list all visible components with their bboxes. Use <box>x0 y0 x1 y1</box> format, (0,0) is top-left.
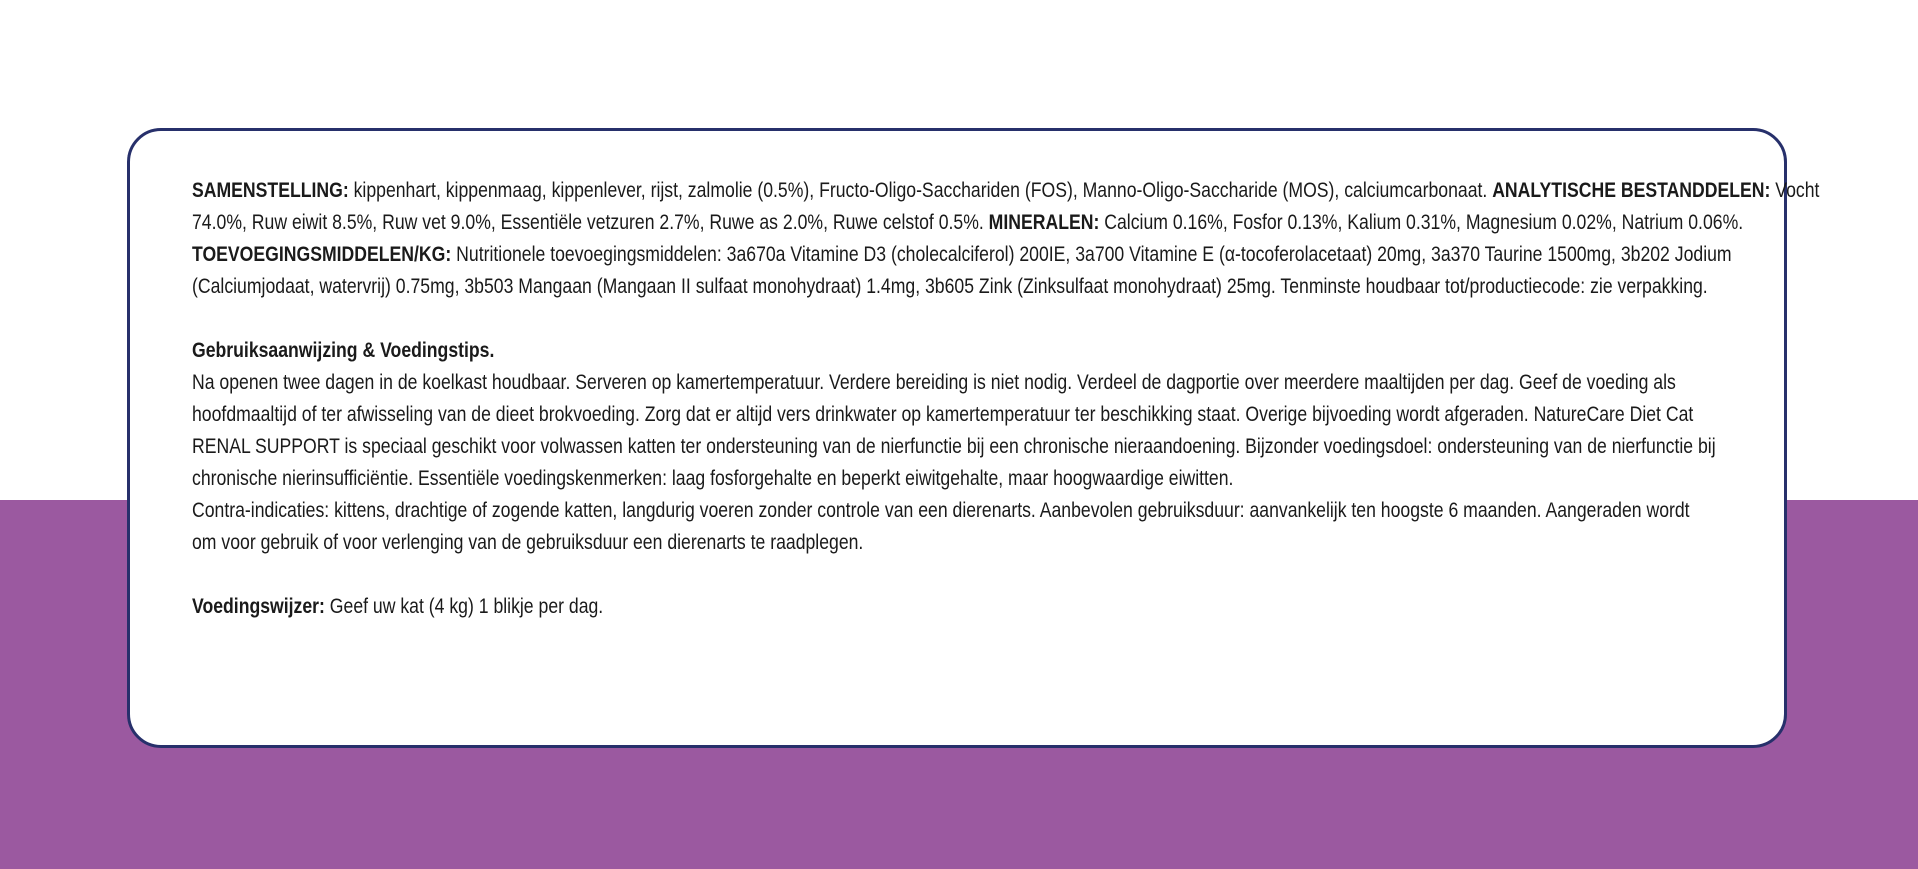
usage-heading: Gebruiksaanwijzing & Voedingstips. <box>192 338 495 362</box>
usage-paragraph <box>192 334 1717 558</box>
additives-label: TOEVOEGINGSMIDDELEN/KG: <box>192 242 452 266</box>
feeding-label: Voedingswijzer: <box>192 594 325 618</box>
feeding-text: Geef uw kat (4 kg) 1 blikje per dag. <box>324 594 604 618</box>
additives-text: Nutritionele toevoegingsmiddelen: 3a670a Vitamine D3 (cholecalciferol) 200IE, 3a700 Vitamine E (α-tocoferolacetaat) 20mg, 3a370 Taurine 1500mg, 3b202 Jodium (Calciumjodaat, watervrij) 0.75mg, 3b503 Mangaan (Mangaan II sulfaat monohydraat) 1.4mg, 3b605 Zink (Zinksulfaat monohydraat) 25mg. Tenminste houdbaar tot/productiecode: zie verpakking. <box>192 242 1732 298</box>
feeding-paragraph <box>192 590 1717 622</box>
minerals-label: MINERALEN: <box>988 210 1100 234</box>
contra-indications-text: Contra-indicaties: kittens, drachtige of zogende katten, langdurig voeren zonder controle van een dierenarts. Aanbevolen gebruiksduur: aanvankelijk ten hoogste 6 maanden. Aangeraden wordt om voor gebruik of voor verlenging van de gebruiksduur een dierenarts te raadplegen. <box>192 498 1690 554</box>
composition-label: SAMENSTELLING: <box>192 178 349 202</box>
label-card <box>127 128 1820 748</box>
composition-text: kippenhart, kippenmaag, kippenlever, rijst, zalmolie (0.5%), Fructo-Oligo-Sacchariden (FOS), Manno-Oligo-Saccharide (MOS), calciumcarbonaat. <box>348 178 1493 202</box>
usage-text: Na openen twee dagen in de koelkast houdbaar. Serveren op kamertemperatuur. Verdere bereiding is niet nodig. Verdeel de dagportie over meerdere maaltijden per dag. Geef de voeding als hoofdmaaltijd of ter afwisseling van de dieet brokvoeding. Zorg dat er altijd vers drinkwater op kamertemperatuur ter beschikking staat. Overige bijvoeding wordt afgeraden. NatureCare Diet Cat RENAL SUPPORT is speciaal geschikt voor volwassen katten ter ondersteuning van de nierfunctie bij een chronische nieraandoening. Bijzonder voedingsdoel: ondersteuning van de nierfunctie bij chronische nierinsufficiëntie. Essentiële voedingskenmerken: laag fosforgehalte en beperkt eiwitgehalte, maar hoogwaardige eiwitten. <box>192 370 1716 490</box>
analytical-text: Vocht 74.0%, Ruw eiwit 8.5%, Ruw vet 9.0%, Essentiële vetzuren 2.7%, Ruwe as 2.0%, Ruwe celstof 0.5%. <box>192 178 1820 234</box>
spacer <box>192 558 1724 590</box>
minerals-text: Calcium 0.16%, Fosfor 0.13%, Kalium 0.31%, Magnesium 0.02%, Natrium 0.06%. <box>1099 210 1744 234</box>
composition-paragraph <box>192 174 1832 302</box>
spacer <box>192 302 1724 334</box>
analytical-label: ANALYTISCHE BESTANDDELEN: <box>1492 178 1771 202</box>
